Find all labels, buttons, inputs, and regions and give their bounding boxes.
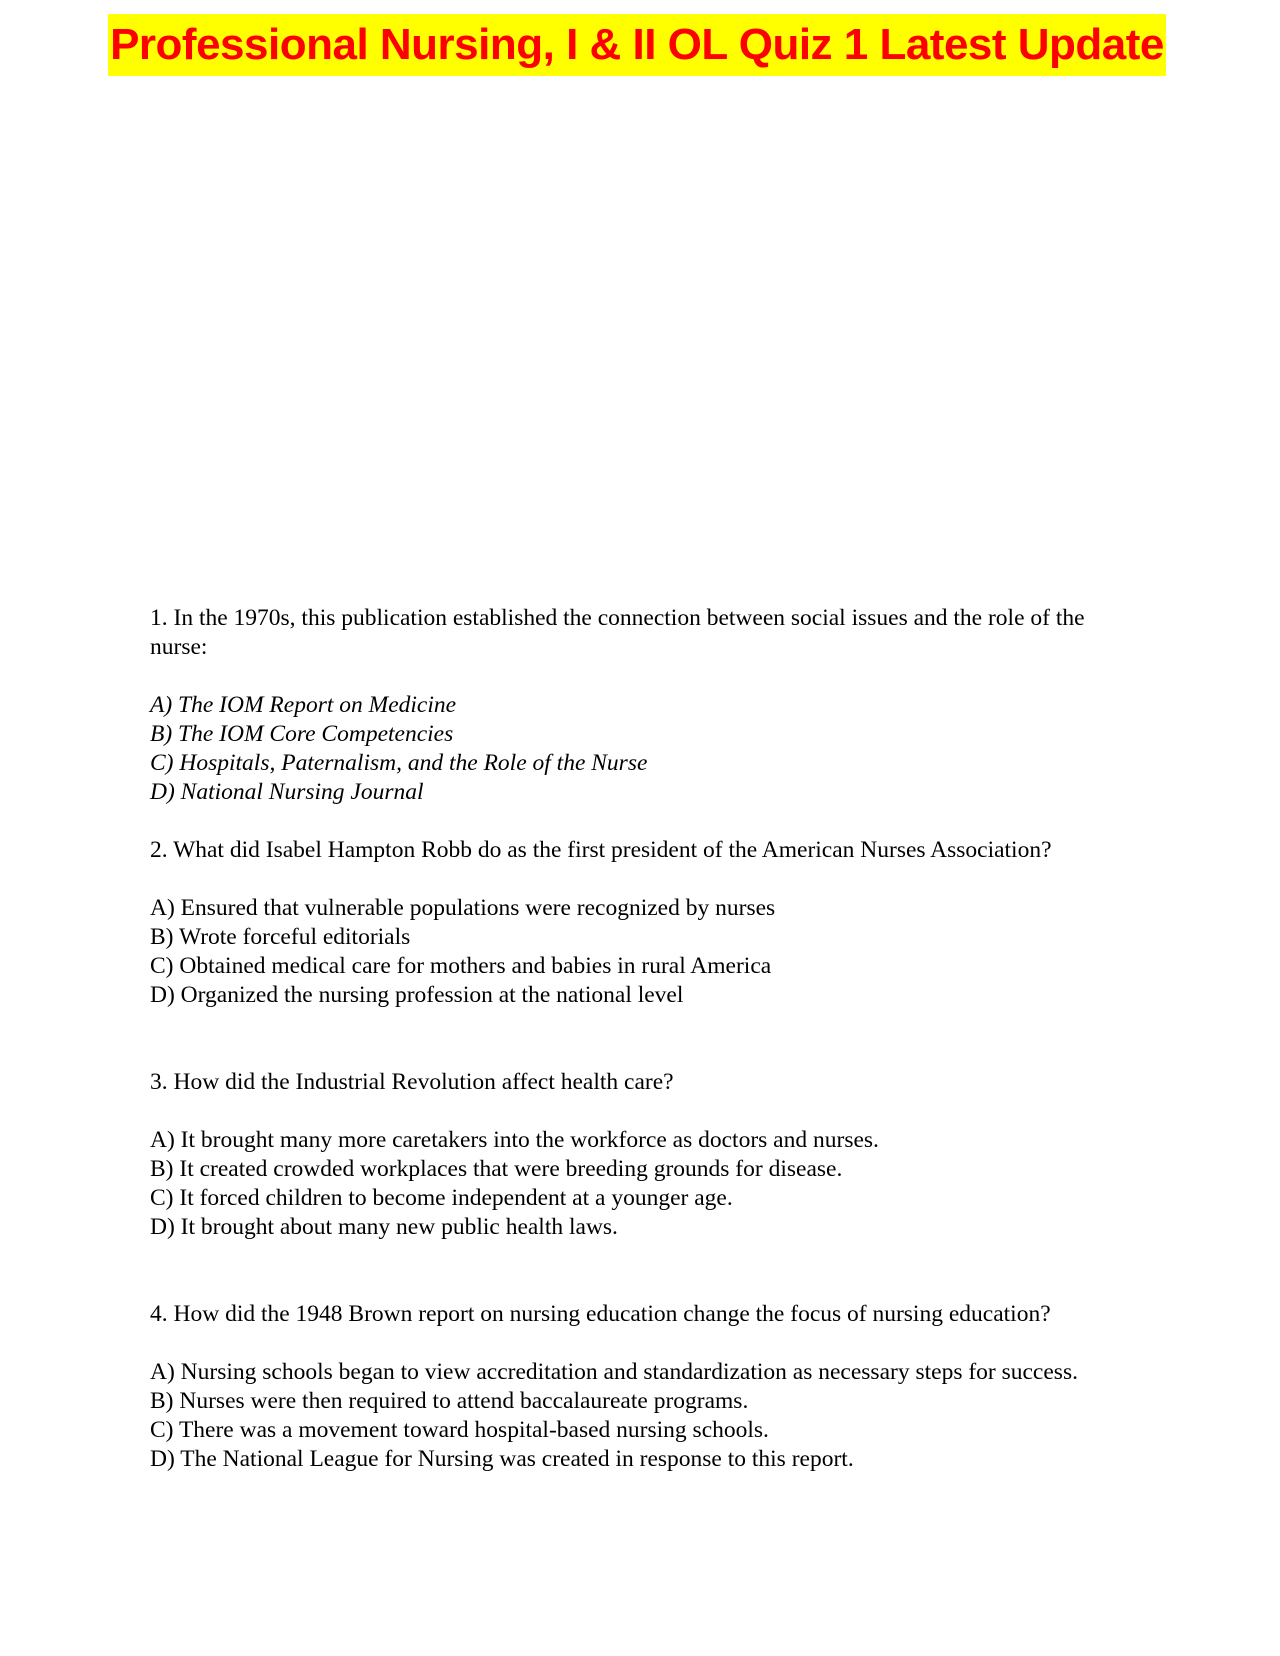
answer-options	[150, 894, 1130, 1010]
answer-option-b: B) Wrote forceful editorials	[150, 924, 411, 950]
answer-option-c: C) It forced children to become independent at a younger age.	[150, 1185, 733, 1211]
answer-options	[150, 1358, 1130, 1474]
title-highlight	[108, 14, 1166, 76]
question-text: 2. What did Isabel Hampton Robb do as the first president of the American Nurses Association?	[150, 837, 1052, 863]
answer-option-c: C) Hospitals, Paternalism, and the Role of the Nurse	[150, 750, 648, 776]
answer-option-d: D) The National League for Nursing was created in response to this report.	[150, 1446, 854, 1472]
question-text: 1. In the 1970s, this publication established the connection between social issues and the role of the nurse:	[150, 605, 1085, 660]
answer-option-d: D) Organized the nursing profession at the national level	[150, 982, 684, 1008]
answer-option-d: D) National Nursing Journal	[150, 779, 424, 805]
answer-option-b: B) It created crowded workplaces that were breeding grounds for disease.	[150, 1156, 843, 1182]
answer-option-a: A) The IOM Report on Medicine	[150, 692, 457, 718]
answer-options	[150, 1126, 1130, 1242]
question-3	[150, 1068, 1130, 1242]
answer-option-b: B) The IOM Core Competencies	[150, 721, 454, 747]
question-text: 3. How did the Industrial Revolution affect health care?	[150, 1069, 674, 1095]
spacer	[150, 1242, 1130, 1300]
document-title: Professional Nursing, I & II OL Quiz 1 Latest Update	[110, 20, 1164, 69]
spacer	[150, 1010, 1130, 1068]
answer-option-a: A) It brought many more caretakers into the workforce as doctors and nurses.	[150, 1127, 879, 1153]
quiz-content	[150, 604, 1130, 1474]
answer-option-c: C) There was a movement toward hospital-based nursing schools.	[150, 1417, 769, 1443]
question-1	[150, 604, 1130, 807]
answer-option-a: A) Nursing schools began to view accreditation and standardization as necessary steps for success.	[150, 1359, 1078, 1385]
question-4	[150, 1300, 1130, 1474]
answer-option-b: B) Nurses were then required to attend baccalaureate programs.	[150, 1388, 749, 1414]
answer-option-c: C) Obtained medical care for mothers and babies in rural America	[150, 953, 772, 979]
answer-option-a: A) Ensured that vulnerable populations were recognized by nurses	[150, 895, 776, 921]
spacer	[150, 807, 1130, 836]
answer-option-d: D) It brought about many new public health laws.	[150, 1214, 618, 1240]
question-text: 4. How did the 1948 Brown report on nursing education change the focus of nursing education?	[150, 1301, 1051, 1327]
question-2	[150, 836, 1130, 1010]
answer-options	[150, 691, 1130, 807]
